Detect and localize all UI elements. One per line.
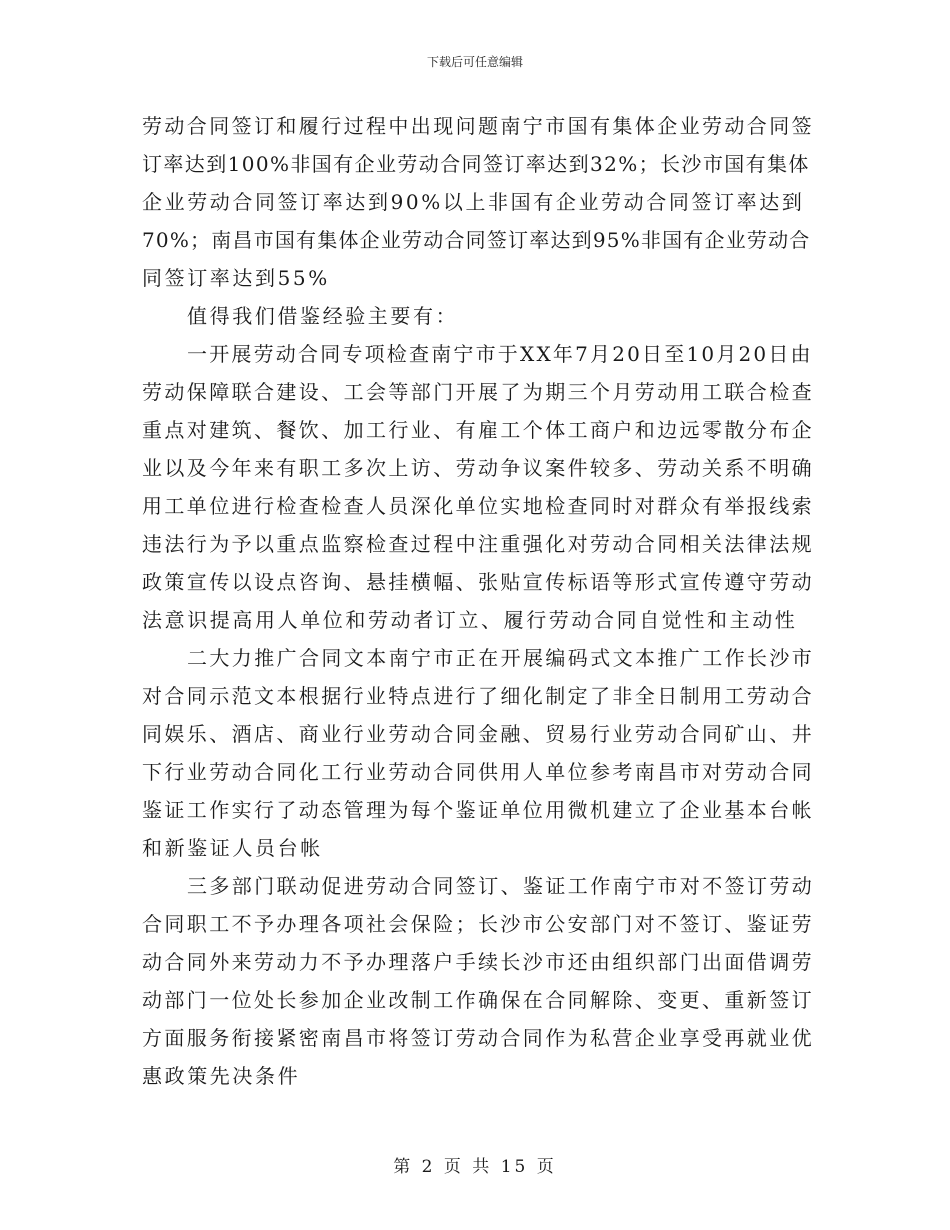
text-line: 和新鉴证人员台帐 [142, 836, 323, 860]
text-line: 同签订率达到55% [142, 266, 330, 290]
text-line: 违法行为予以重点监察检查过程中注重强化对劳动合同相关法律法规 [142, 532, 814, 556]
text-line: 用工单位进行检查检查人员深化单位实地检查同时对群众有举报线索 [142, 494, 814, 518]
text-line: 对合同示范文本根据行业特点进行了细化制定了非全日制用工劳动合 [142, 684, 814, 708]
text-line: 法意识提高用人单位和劳动者订立、履行劳动合同自觉性和主动性 [142, 608, 798, 632]
page-header: 下载后可任意编辑 [426, 55, 523, 69]
text-line: 动合同外来劳动力不予办理落户手续长沙市还由组织部门出面借调劳 [142, 950, 814, 974]
paragraph-start-line: 三多部门联动促进劳动合同签订、鉴证工作南宁市对不签订劳动 [187, 874, 815, 898]
text-line: 鉴证工作实行了动态管理为每个鉴证单位用微机建立了企业基本台帐 [142, 798, 814, 822]
text-line: 订率达到100%非国有企业劳动合同签订率达到32%；长沙市国有集体 [142, 152, 810, 176]
page-number: 第 2 页 共 15 页 [393, 1157, 557, 1177]
paragraph-start-line: 二大力推广合同文本南宁市正在开展编码式文本推广工作长沙市 [187, 646, 815, 670]
document-body [142, 107, 814, 1095]
text-line: 劳动合同签订和履行过程中出现问题南宁市国有集体企业劳动合同签 [142, 114, 814, 138]
text-line: 惠政策先决条件 [142, 1064, 301, 1088]
text-line: 企业劳动合同签订率达到90%以上非国有企业劳动合同签订率达到 [142, 190, 805, 214]
text-line: 70%；南昌市国有集体企业劳动合同签订率达到95%非国有企业劳动合 [142, 228, 811, 252]
text-line: 同娱乐、酒店、商业行业劳动合同金融、贸易行业劳动合同矿山、井 [142, 722, 814, 746]
paragraph-start-line: 一开展劳动合同专项检查南宁市于XX年7月20日至10月20日由 [187, 342, 813, 366]
text-line: 合同职工不予办理各项社会保险；长沙市公安部门对不签订、鉴证劳 [142, 912, 814, 936]
text-line: 动部门一位处长参加企业改制工作确保在合同解除、变更、重新签订 [142, 988, 814, 1012]
text-line: 劳动保障联合建设、工会等部门开展了为期三个月劳动用工联合检查 [142, 380, 814, 404]
text-line: 政策宣传以设点咨询、悬挂横幅、张贴宣传标语等形式宣传遵守劳动 [142, 570, 814, 594]
text-line: 方面服务衔接紧密南昌市将签订劳动合同作为私营企业享受再就业优 [142, 1026, 814, 1050]
text-line: 下行业劳动合同化工行业劳动合同供用人单位参考南昌市对劳动合同 [142, 760, 814, 784]
text-line: 重点对建筑、餐饮、加工行业、有雇工个体工商户和边远零散分布企 [142, 418, 814, 442]
paragraph-start-line: 值得我们借鉴经验主要有： [187, 304, 459, 328]
text-line: 业以及今年来有职工多次上访、劳动争议案件较多、劳动关系不明确 [142, 456, 814, 480]
